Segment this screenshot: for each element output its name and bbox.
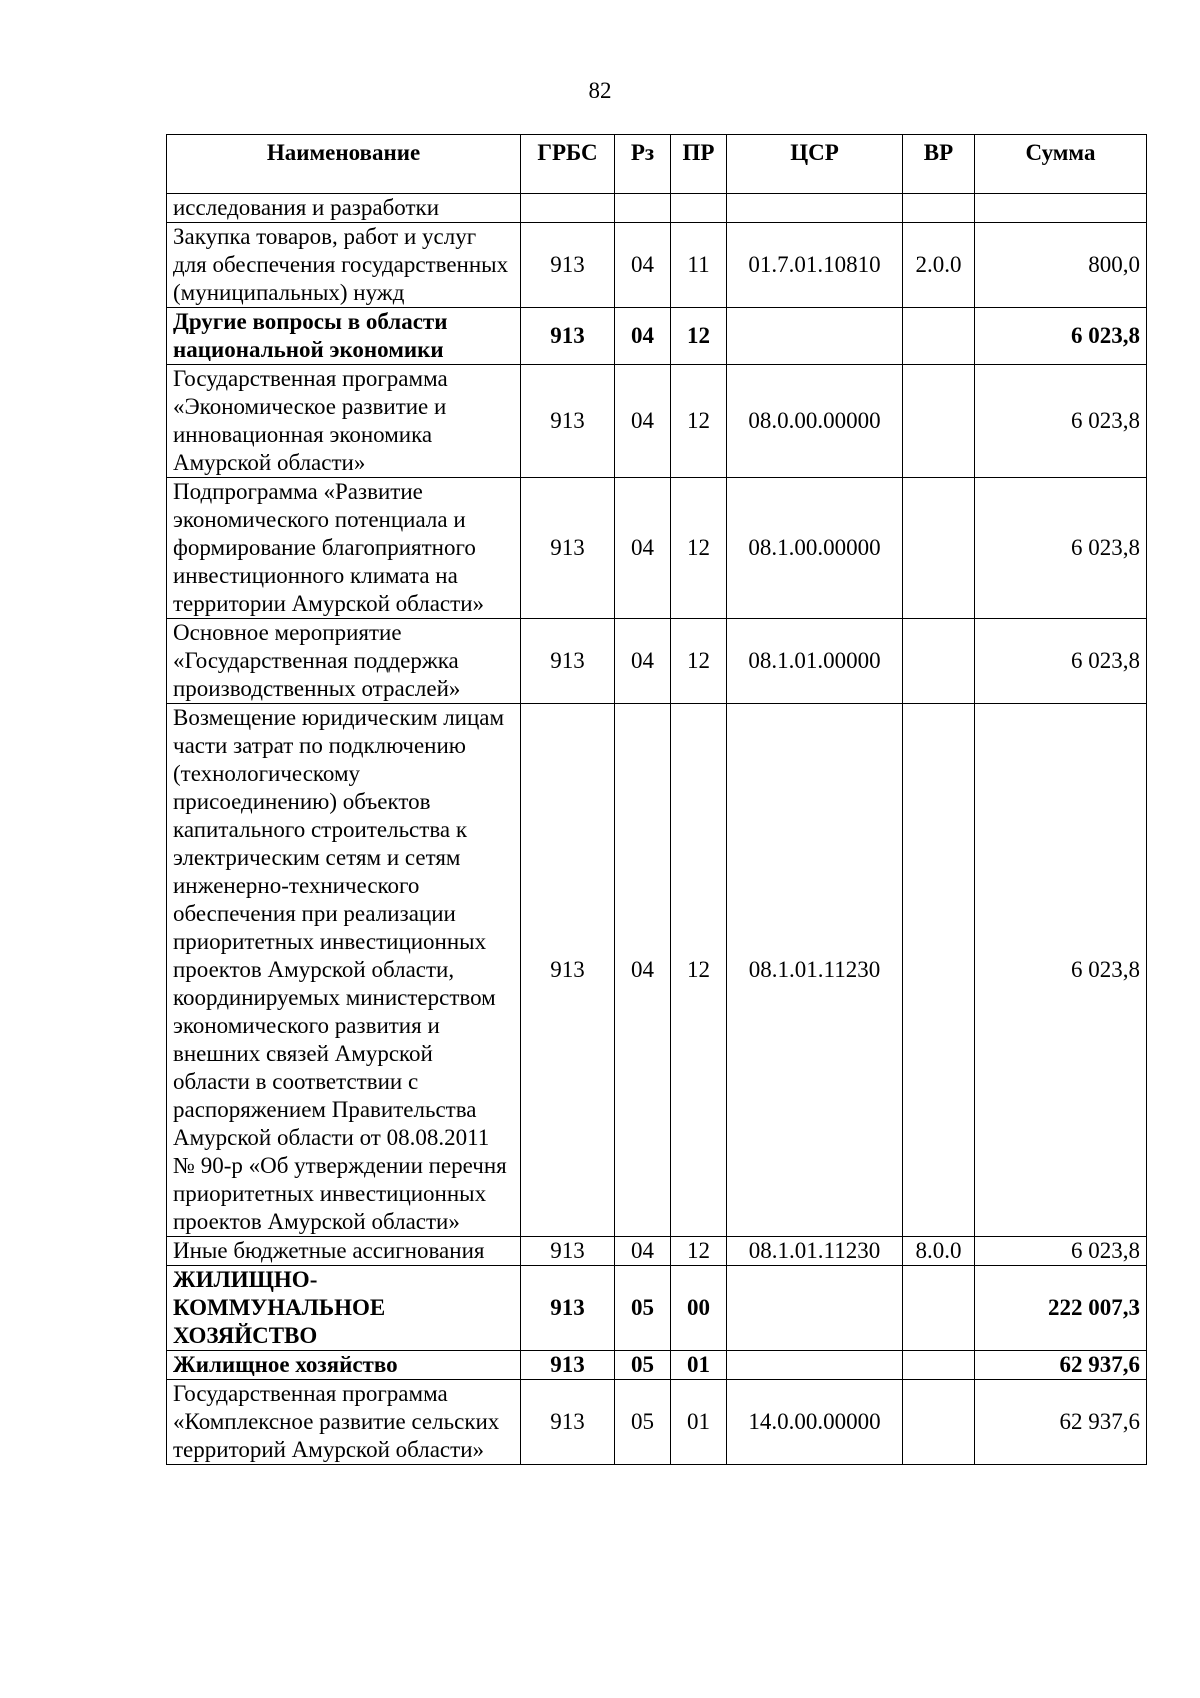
- table-row: [167, 308, 1147, 365]
- header-grbs: ГРБС: [521, 135, 615, 194]
- cell-grbs: [521, 194, 615, 223]
- cell-vr: [903, 365, 975, 478]
- cell-grbs: 913: [521, 1266, 615, 1351]
- cell-name: Другие вопросы в области национальной экономики: [167, 308, 521, 365]
- cell-sum: 62 937,6: [975, 1380, 1147, 1465]
- budget-table: [166, 134, 1147, 1465]
- cell-rz: 05: [615, 1351, 671, 1380]
- cell-csr: 01.7.01.10810: [727, 223, 903, 308]
- cell-grbs: 913: [521, 1351, 615, 1380]
- cell-pr: 12: [671, 308, 727, 365]
- cell-name: Государственная программа «Комплексное развитие сельских территорий Амурской области»: [167, 1380, 521, 1465]
- cell-csr: [727, 1266, 903, 1351]
- cell-sum: 6 023,8: [975, 365, 1147, 478]
- cell-csr: [727, 308, 903, 365]
- cell-pr: 12: [671, 365, 727, 478]
- cell-vr: [903, 194, 975, 223]
- page-number: 82: [588, 78, 612, 103]
- cell-csr: 08.1.01.11230: [727, 1237, 903, 1266]
- cell-rz: [615, 194, 671, 223]
- cell-grbs: 913: [521, 619, 615, 704]
- header-pr: ПР: [671, 135, 727, 194]
- cell-pr: 00: [671, 1266, 727, 1351]
- cell-pr: 11: [671, 223, 727, 308]
- header-sum: Сумма: [975, 135, 1147, 194]
- cell-vr: [903, 1266, 975, 1351]
- cell-sum: [975, 194, 1147, 223]
- cell-csr: 08.1.01.11230: [727, 704, 903, 1237]
- cell-sum: 6 023,8: [975, 1237, 1147, 1266]
- cell-name: ЖИЛИЩНО-КОММУНАЛЬНОЕ ХОЗЯЙСТВО: [167, 1266, 521, 1351]
- cell-csr: 14.0.00.00000: [727, 1380, 903, 1465]
- cell-name: Иные бюджетные ассигнования: [167, 1237, 521, 1266]
- table-row: [167, 704, 1147, 1237]
- cell-name: Подпрограмма «Развитие экономического потенциала и формирование благоприятного инвестиционного климата на территории Амурской области»: [167, 478, 521, 619]
- cell-grbs: 913: [521, 223, 615, 308]
- table-row: [167, 194, 1147, 223]
- cell-rz: 04: [615, 365, 671, 478]
- table-row: [167, 478, 1147, 619]
- cell-vr: [903, 704, 975, 1237]
- cell-pr: 12: [671, 619, 727, 704]
- cell-csr: 08.0.00.00000: [727, 365, 903, 478]
- header-csr: ЦСР: [727, 135, 903, 194]
- table-row: [167, 619, 1147, 704]
- cell-pr: 01: [671, 1380, 727, 1465]
- cell-vr: [903, 1351, 975, 1380]
- cell-pr: 12: [671, 478, 727, 619]
- cell-name: Возмещение юридическим лицам части затрат по подключению (технологическому присоединению) объектов капитального строительства к электрическим сетям и сетям инженерно-технического обеспечения при реализации приоритетных инвестиционных проектов Амурской области, координируемых министерством экономического развития и внешних связей Амурской области в соответствии с распоряжением Правительства Амурской области от 08.08.2011 № 90-р «Об утверждении перечня приоритетных инвестиционных проектов Амурской области»: [167, 704, 521, 1237]
- cell-pr: [671, 194, 727, 223]
- table-body: [167, 194, 1147, 1465]
- cell-csr: [727, 194, 903, 223]
- cell-vr: [903, 478, 975, 619]
- table-row: [167, 1351, 1147, 1380]
- cell-sum: 800,0: [975, 223, 1147, 308]
- cell-grbs: 913: [521, 1237, 615, 1266]
- cell-name: исследования и разработки: [167, 194, 521, 223]
- cell-csr: 08.1.01.00000: [727, 619, 903, 704]
- cell-grbs: 913: [521, 704, 615, 1237]
- header-rz: Рз: [615, 135, 671, 194]
- cell-vr: 2.0.0: [903, 223, 975, 308]
- cell-rz: 04: [615, 308, 671, 365]
- table-row: [167, 223, 1147, 308]
- cell-rz: 04: [615, 619, 671, 704]
- cell-vr: [903, 619, 975, 704]
- cell-sum: 6 023,8: [975, 478, 1147, 619]
- cell-sum: 6 023,8: [975, 619, 1147, 704]
- cell-name: Закупка товаров, работ и услуг для обеспечения государственных (муниципальных) нужд: [167, 223, 521, 308]
- cell-rz: 05: [615, 1380, 671, 1465]
- cell-rz: 04: [615, 704, 671, 1237]
- cell-rz: 04: [615, 223, 671, 308]
- cell-pr: 01: [671, 1351, 727, 1380]
- cell-csr: [727, 1351, 903, 1380]
- cell-sum: 62 937,6: [975, 1351, 1147, 1380]
- table-row: [167, 1380, 1147, 1465]
- header-row: [167, 135, 1147, 194]
- table-row: [167, 365, 1147, 478]
- header-name: Наименование: [167, 135, 521, 194]
- cell-pr: 12: [671, 1237, 727, 1266]
- cell-name: Государственная программа «Экономическое развитие и инновационная экономика Амурской области»: [167, 365, 521, 478]
- cell-name: Основное мероприятие «Государственная поддержка производственных отраслей»: [167, 619, 521, 704]
- cell-grbs: 913: [521, 308, 615, 365]
- cell-sum: 6 023,8: [975, 704, 1147, 1237]
- table-row: [167, 1237, 1147, 1266]
- cell-rz: 04: [615, 478, 671, 619]
- cell-vr: [903, 308, 975, 365]
- cell-vr: [903, 1380, 975, 1465]
- cell-vr: 8.0.0: [903, 1237, 975, 1266]
- header-vr: ВР: [903, 135, 975, 194]
- cell-grbs: 913: [521, 1380, 615, 1465]
- cell-rz: 05: [615, 1266, 671, 1351]
- cell-rz: 04: [615, 1237, 671, 1266]
- cell-pr: 12: [671, 704, 727, 1237]
- cell-sum: 6 023,8: [975, 308, 1147, 365]
- cell-csr: 08.1.00.00000: [727, 478, 903, 619]
- table-row: [167, 1266, 1147, 1351]
- cell-grbs: 913: [521, 478, 615, 619]
- cell-sum: 222 007,3: [975, 1266, 1147, 1351]
- cell-name: Жилищное хозяйство: [167, 1351, 521, 1380]
- cell-grbs: 913: [521, 365, 615, 478]
